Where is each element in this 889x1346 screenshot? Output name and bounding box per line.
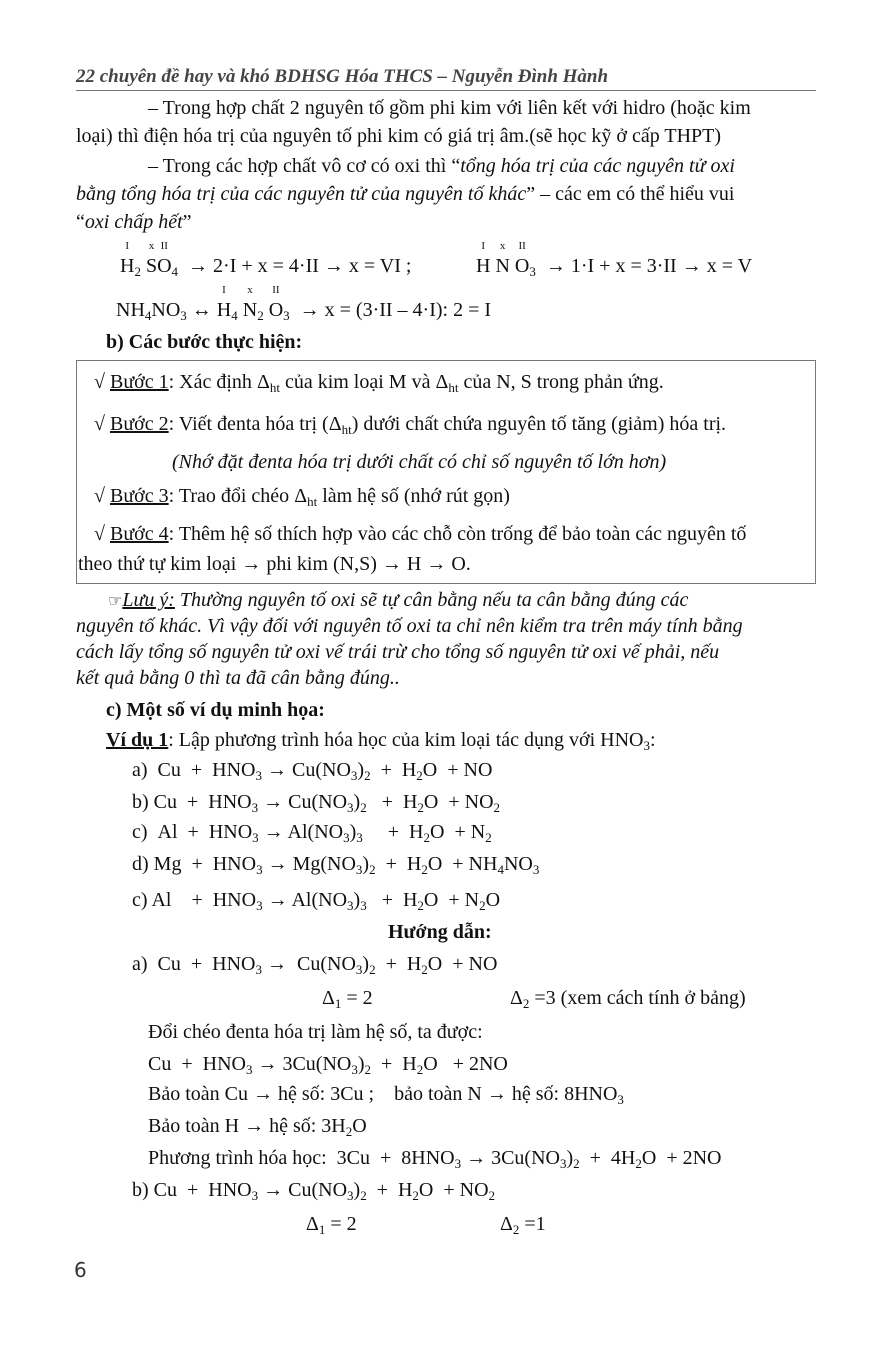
delta-2: $\Delta_2 =3$ (xem cách tính ở bảng): [510, 987, 746, 1011]
note-line-2: nguyên tố khác. Vì vậy đối với nguyên tố oxi ta chỉ nên kiểm tra trên máy tính bằng: [76, 615, 743, 637]
intro-line-2: loại) thì điện hóa trị của nguyên tố phi kim có giá trị âm.(sẽ học kỹ ở cấp THPT): [76, 125, 722, 147]
final-equation: Phương trình hóa học: $3Cu + 8HNO_3 \to 3Cu(NO_3)_2 + 4H_2O + 2NO$: [148, 1147, 722, 1171]
step-4-cont: theo thứ tự kim loại → phi kim (N,S) → H → O.: [78, 553, 471, 575]
steps-title: b) Các bước thực hiện:: [106, 331, 303, 353]
guide-a-reaction: a) $Cu + HNO_3 \to Cu(NO_3)_2 + H_2O$ + NO: [132, 953, 498, 977]
note-line-1: ☞Lưu ý: Thường nguyên tố oxi sẽ tự cân bằng nếu ta cân bằng đúng các: [108, 589, 689, 611]
intro-line-1: – Trong hợp chất 2 nguyên tố gồm phi kim với liên kết với hidro (hoặc kim: [148, 97, 751, 119]
step-3: √ Bước 3: Trao đổi chéo $\Delta_{ht}$ làm hệ số (nhớ rút gọn): [94, 485, 510, 509]
intro-line-4: bằng tổng hóa trị của các nguyên tử của nguyên tố khác” – các em có thể hiểu vui: [76, 183, 735, 205]
step-note: (Nhớ đặt đenta hóa trị dưới chất có chỉ số nguyên tố lớn hơn): [172, 451, 667, 473]
reaction-c: c) $Al + HNO_3 \to Al(NO_3)_3$ + $H_2O + N_2$: [132, 821, 492, 845]
formula-hno3: H I N x O II $_3$ → 1·I + x = 3·II → x = V: [476, 240, 753, 279]
hand-pointer-icon: ☞: [108, 591, 123, 610]
note-line-3: cách lấy tổng số nguyên tử oxi vế trái trừ cho tổng số nguyên tử oxi vế phải, nếu: [76, 641, 720, 663]
delta-1: $\Delta_1 = 2$: [322, 987, 373, 1011]
intro-line-3: – Trong các hợp chất vô cơ có oxi thì “tổng hóa trị của các nguyên tử oxi: [148, 155, 735, 177]
step-4: √ Bước 4: Thêm hệ số thích hợp vào các chỗ còn trống để bảo toàn các nguyên tố: [94, 523, 747, 545]
step-1: √ Bước 1: Xác định $\Delta_{ht}$ của kim loại M và $\Delta_{ht}$ của N, S trong phản ứng.: [94, 371, 664, 395]
reaction-e: c) Al + $HNO_3 \to Al(NO_3)_3 + H_2O + N_2O$: [132, 889, 501, 913]
reaction-a: a) $Cu + HNO_3 \to Cu(NO_3)_2 + H_2O$ + NO: [132, 759, 493, 783]
examples-title: c) Một số ví dụ minh họa:: [106, 699, 325, 721]
running-header: 22 chuyên đề hay và khó BDHSG Hóa THCS – Nguyễn Đình Hành: [76, 66, 816, 91]
swap-text: Đổi chéo đenta hóa trị làm hệ số, ta được:: [148, 1021, 483, 1043]
guide-b-reaction: b) $Cu + HNO_3 \to Cu(NO_3)_2 + H_2O + NO_2$: [132, 1179, 496, 1203]
step-2: √ Bước 2: Viết đenta hóa trị $(\Delta_{ht})$ dưới chất chứa nguyên tố tăng (giảm) hóa trị.: [94, 413, 727, 437]
formula-nh4no3: $NH_4NO_3$ ↔ H I $_4$ N x $_2$ O II $_3$ → x = (3·II – 4·I): 2 = I: [116, 284, 492, 323]
note-line-4: kết quả bằng 0 thì ta đã cân bằng đúng..: [76, 667, 400, 689]
example-1-title: Ví dụ 1: Lập phương trình hóa học của kim loại tác dụng với $HNO_3$:: [106, 729, 656, 753]
conserve-1: Bảo toàn Cu → hệ số: 3Cu ; bảo toàn N → hệ số: $8HNO_3$: [148, 1083, 624, 1107]
page-number: 6: [74, 1258, 87, 1282]
delta-2b: $\Delta_2 =1$: [500, 1213, 546, 1237]
conserve-2: Bảo toàn H → hệ số: $3H_2O$: [148, 1115, 367, 1139]
guide-title: Hướng dẫn:: [388, 921, 492, 943]
delta-1b: $\Delta_1 = 2$: [306, 1213, 357, 1237]
intro-line-5: “oxi chấp hết”: [76, 211, 192, 233]
reaction-d: d) $Mg + HNO_3 \to Mg(NO_3)_2 + H_2O + NH_4NO_3$: [132, 853, 540, 877]
formula-h2so4: H I $_2$ S x O II $_4$ → 2·I + x = 4·II → x = VI ;: [120, 240, 412, 279]
reaction-b: b) $Cu + HNO_3 \to Cu(NO_3)_2 + H_2O + NO_2$: [132, 791, 501, 815]
guide-a-step: $Cu + HNO_3 \to 3Cu(NO_3)_2 + H_2O + 2NO$: [148, 1053, 508, 1077]
